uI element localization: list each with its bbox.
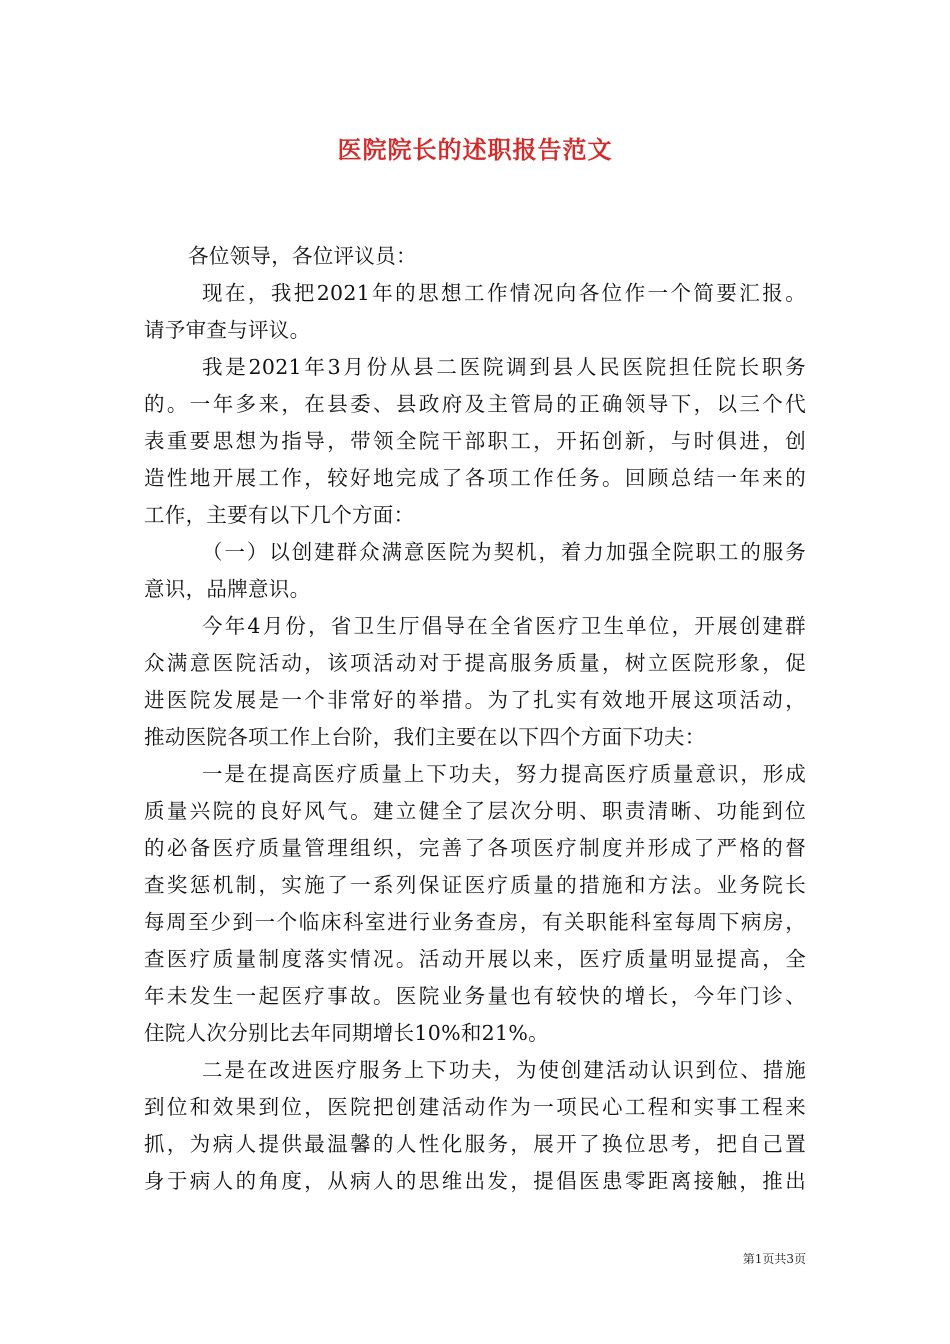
paragraph-line: 造性地开展工作，较好地完成了各项工作任务。回顾总结一年来的 [144,466,806,490]
paragraph-line: 请予审查与评议。 [144,318,311,342]
paragraph-line: 今年4月份，省卫生厅倡导在全省医疗卫生单位，开展创建群 [202,614,806,638]
paragraph-line: 的必备医疗质量管理组织，完善了各项医疗制度并形成了严格的督 [144,836,806,860]
paragraph-line: 查医疗质量制度落实情况。活动开展以来，医疗质量明显提高，全 [144,947,806,971]
paragraph-line: 年未发生一起医疗事故。医院业务量也有较快的增长，今年门诊、 [144,984,806,1008]
document-title: 医院院长的述职报告范文 [337,135,613,164]
paragraph-line: 查奖惩机制，实施了一系列保证医疗质量的措施和方法。业务院长 [144,873,806,897]
document-body [144,238,806,1200]
paragraph-line: 质量兴院的良好风气。建立健全了层次分明、职责清晰、功能到位 [144,799,806,823]
paragraph-line: 表重要思想为指导，带领全院干部职工，开拓创新，与时俱进，创 [144,429,806,453]
paragraph-line: 推动医院各项工作上台阶，我们主要在以下四个方面下功夫： [144,725,706,749]
paragraph-line: 一是在提高医疗质量上下功夫，努力提高医疗质量意识，形成 [202,762,806,786]
salutation-line: 各位领导，各位评议员： [188,244,417,268]
paragraph-line: 每周至少到一个临床科室进行业务查房，有关职能科室每周下病房， [144,910,806,934]
paragraph-line: 抓，为病人提供最温馨的人性化服务，展开了换位思考，把自己置 [144,1132,806,1156]
paragraph-line: 进医院发展是一个非常好的举措。为了扎实有效地开展这项活动， [144,688,806,712]
paragraph-line: 到位和效果到位，医院把创建活动作为一项民心工程和实事工程来 [144,1095,806,1119]
paragraph-line: 现在，我把2021年的思想工作情况向各位作一个简要汇报。 [202,281,806,305]
paragraph-line: 的。一年多来，在县委、县政府及主管局的正确领导下，以三个代 [144,392,806,416]
section-heading-line: （一）以创建群众满意医院为契机，着力加强全院职工的服务 [202,540,806,564]
paragraph-line: 工作，主要有以下几个方面： [144,503,415,527]
section-heading-line: 意识，品牌意识。 [144,577,311,601]
page-number: 第1页共3页 [742,1252,806,1266]
paragraph-line: 身于病人的角度，从病人的思维出发，提倡医患零距离接触，推出 [144,1169,806,1193]
paragraph-line: 二是在改进医疗服务上下功夫，为使创建活动认识到位、措施 [202,1058,806,1082]
paragraph-line: 住院人次分别比去年同期增长10%和21%。 [144,1021,549,1045]
paragraph-line: 众满意医院活动，该项活动对于提高服务质量，树立医院形象，促 [144,651,806,675]
paragraph-line: 我是2021年3月份从县二医院调到县人民医院担任院长职务 [202,355,806,379]
